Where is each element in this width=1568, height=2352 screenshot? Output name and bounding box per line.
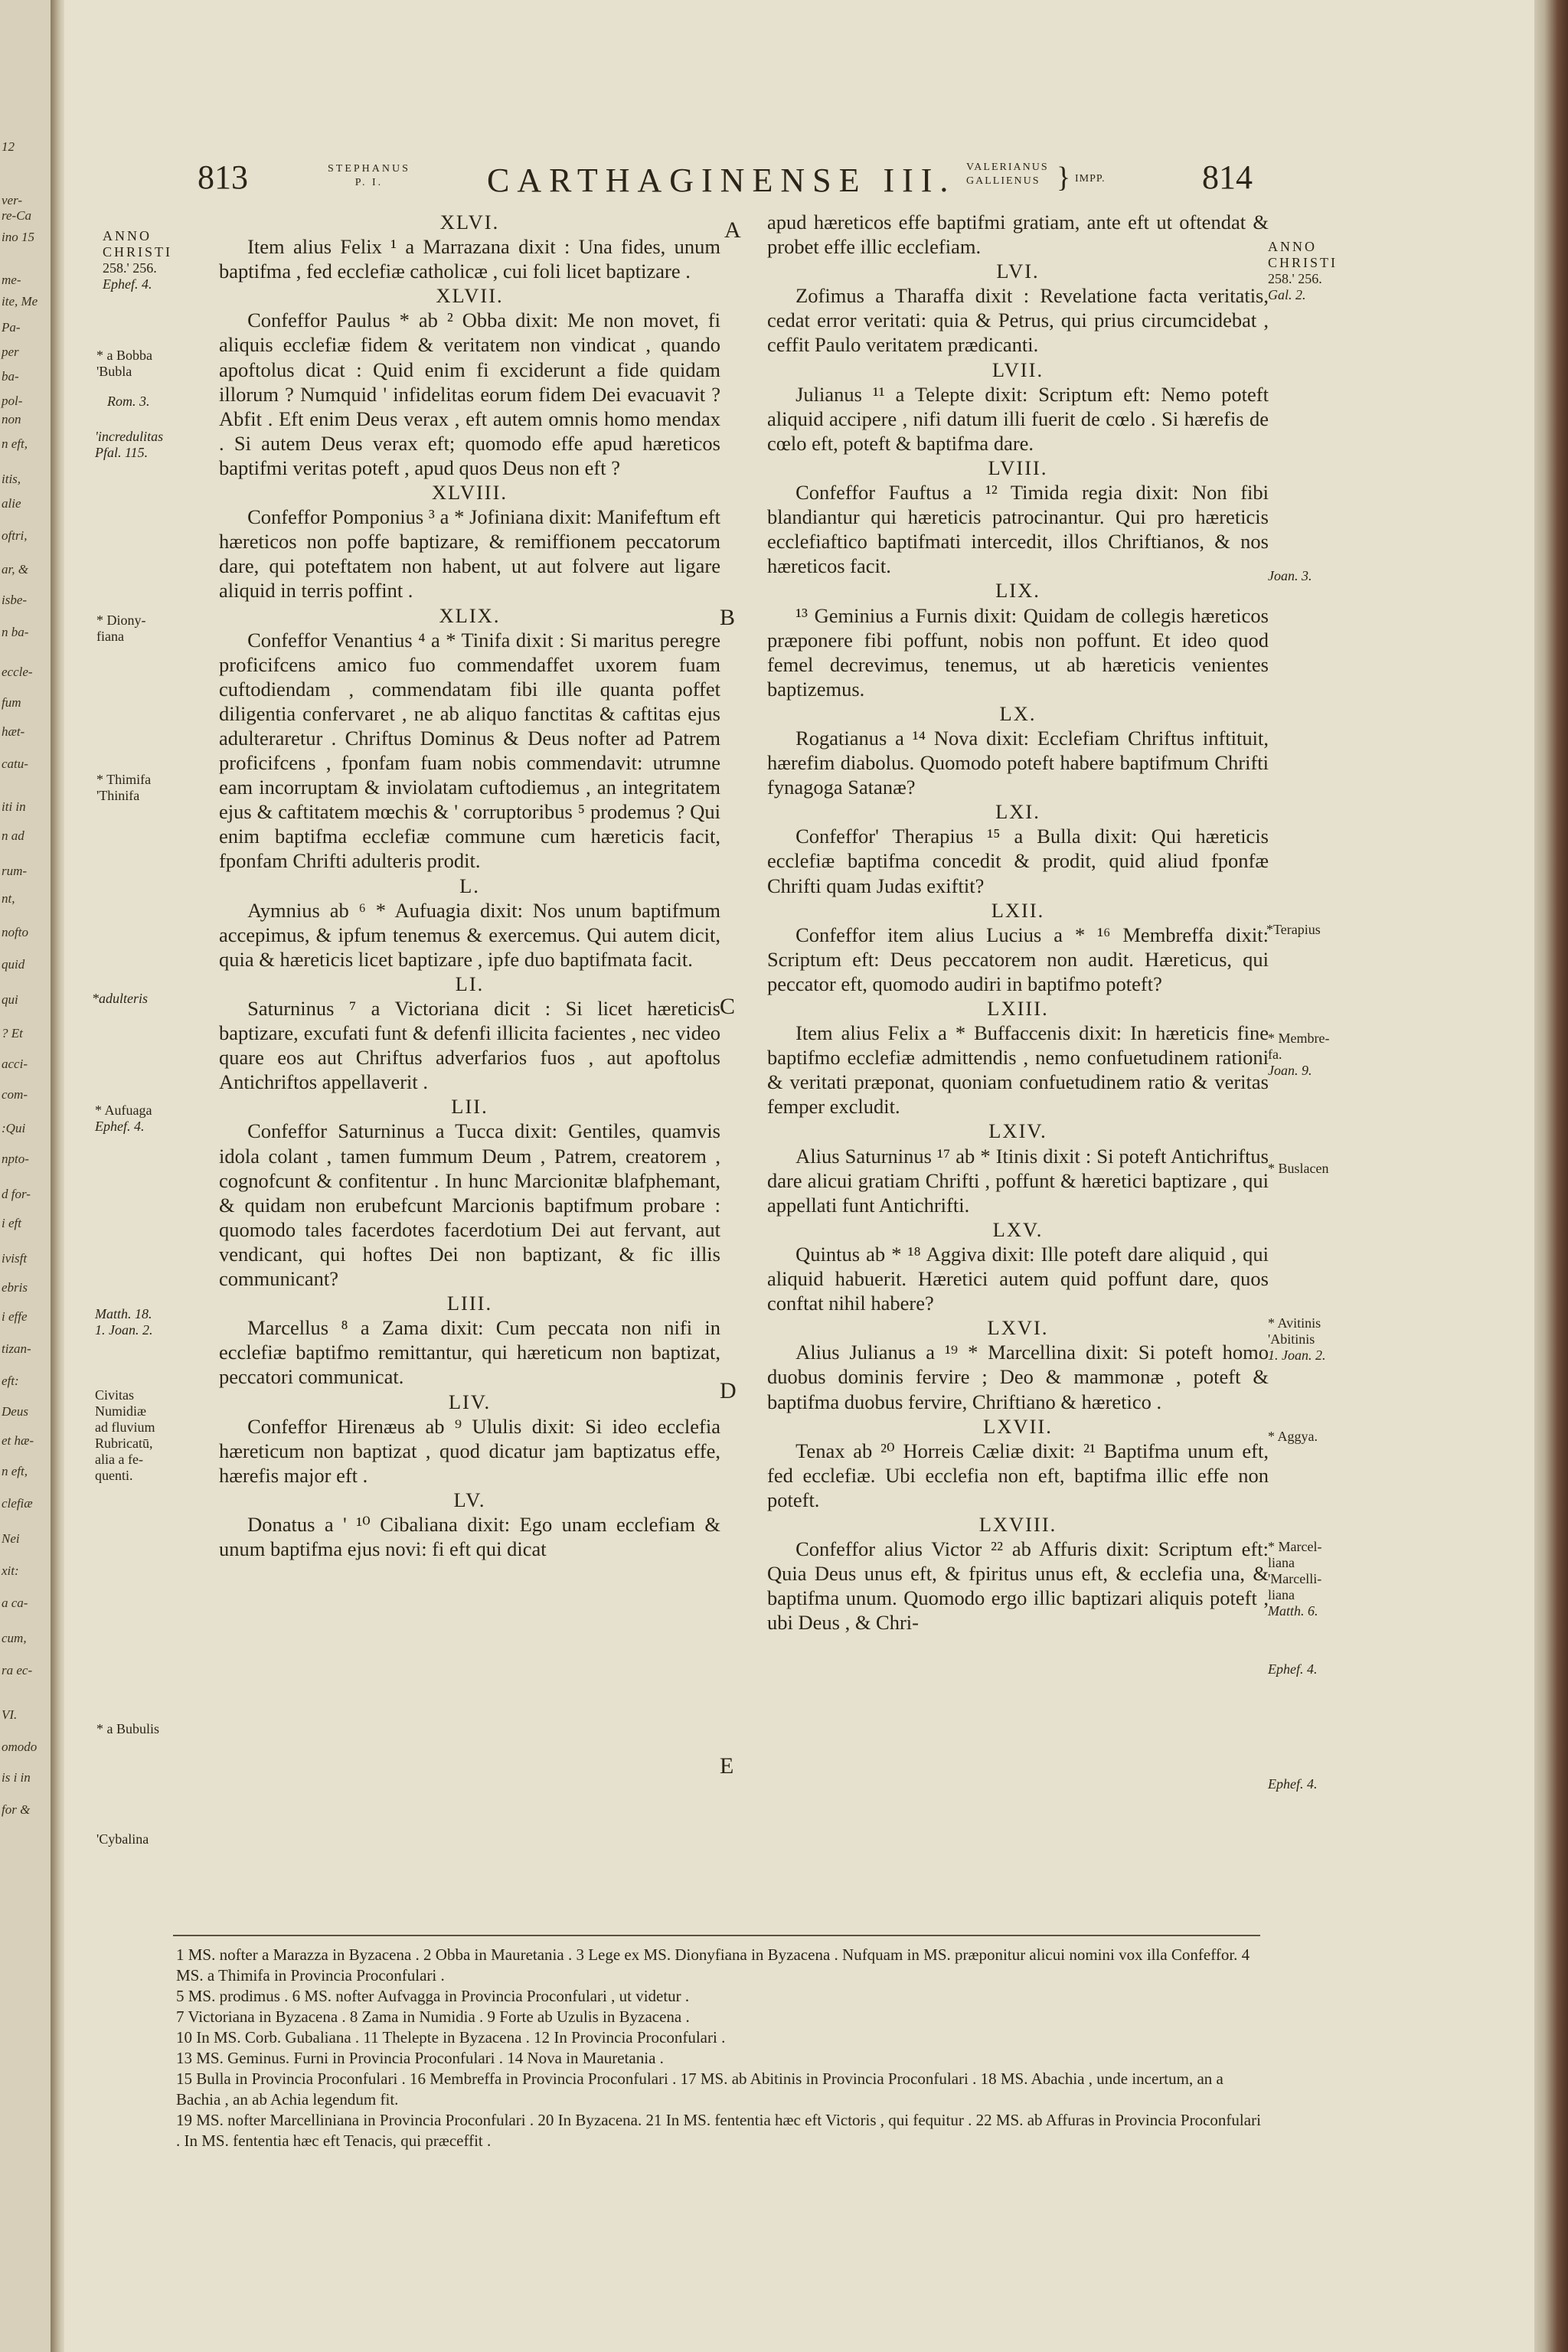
margin-right-ephes-1: Ephef. 4. (1268, 1661, 1318, 1677)
margin-left-diony (96, 612, 146, 645)
left-page-fragment: cum, (2, 1631, 27, 1645)
margin-left-civitas-1: Civitas (95, 1387, 135, 1403)
margin-left-ausuaga-2: Ephef. 4. (95, 1119, 145, 1134)
footnote: 15 Bulla in Provincia Proconfulari . 16 Membreffa in Provincia Proconfulari . 17 MS. ab Abitinis in Provincia Proconfulari . 18 MS. Abachia , unde incertum, an a Bachia , an ab Achia legendum fit. (176, 2069, 1223, 2109)
left-page-fragment: n eft, (2, 1464, 28, 1478)
left-page-fragment: acci- (2, 1057, 28, 1071)
margin-right-avitinis (1268, 1315, 1326, 1364)
paragraph: Confeffor' Therapius ¹⁵ a Bulla dixit: Qui hæreticis ecclefiæ baptifma concedit & prodit, quid aliud fponfæ Chrifti quam Judas exiftit? (767, 825, 1269, 897)
margin-left-civitas-2: Numidiæ (95, 1403, 147, 1419)
margin-left-anno (103, 228, 172, 292)
section-heading: LXIV. (988, 1119, 1047, 1143)
margin-left-civitas-3: ad fluvium (95, 1419, 155, 1435)
text-column-right (767, 210, 1269, 1635)
margin-left-rom: Rom. 3. (107, 394, 150, 409)
section-heading: LXV. (992, 1217, 1044, 1241)
margin-right-marcel-3: 'Marcelli- (1268, 1571, 1322, 1586)
section-heading: LIX. (995, 579, 1040, 603)
margin-left-incred-1: 'incredulitas (95, 429, 164, 444)
paragraph: Item alius Felix a * Buffaccenis dixit: In hæreticis fine baptifmo ecclefiæ admittendis , nemo confuetudinem rationi & veritati præponat, quoniam confuetudinem ratio & veritas femper excludit. (767, 1021, 1269, 1119)
header-right-line2: GALLIENUS (966, 175, 1040, 187)
left-page-fragment: omodo (2, 1740, 38, 1754)
left-page-fragment: ar, & (2, 562, 28, 577)
section-heading: XLVII. (436, 284, 504, 308)
left-page-fragment: VI. (2, 1707, 18, 1722)
paragraph: Zofimus a Tharaffa dixit : Revelatione facta veritatis, cedat error veritati: quia & Petrus, qui prius circumcidebat , ceffit Paulo veritatem prædicanti. (767, 284, 1269, 357)
margin-right-membre-1: * Membre- (1268, 1031, 1330, 1046)
margin-left-bubulis: * a Bubulis (96, 1721, 160, 1736)
page-edge (1534, 0, 1568, 2352)
section-heading: LVII. (991, 358, 1044, 381)
left-page-fragment: n ad (2, 828, 24, 843)
paragraph: Tenax ab ²⁰ Horreis Cæliæ dixit: ²¹ Baptifma unum eft, fed ecclefiæ. Ubi ecclefia non eft, baptifma illic effe non poteft. (767, 1439, 1269, 1511)
section-heading: XLVI. (439, 211, 500, 234)
left-page-fragment: n eft, (2, 436, 28, 451)
margin-right-avitinis-3: 1. Joan. 2. (1268, 1348, 1326, 1363)
left-page-fragment: isbe- (2, 593, 28, 607)
margin-left-civitas-6: quenti. (95, 1468, 133, 1483)
left-page-fragment: i effe (2, 1309, 28, 1324)
margin-right-joan9: Joan. 9. (1268, 1063, 1312, 1078)
section-heading: XLIX. (439, 603, 501, 627)
margin-right-terapius: *Terapius (1266, 922, 1321, 937)
left-page-fragment: itis, (2, 472, 21, 486)
paragraph: Quintus ab * ¹⁸ Aggiva dixit: Ille poteft dare aliquid , qui aliquid habuerit. Hæretici autem quid poffunt dare, quos conftat nihil habere? (767, 1242, 1269, 1315)
paragraph: Alius Saturninus ¹⁷ ab * Itinis dixit : Si poteft Antichriftus dare alicui gratiam Chrifti , poffunt & hæretici baptizare , qui appellati funt Antichrifti. (767, 1144, 1269, 1217)
paragraph: Rogatianus a ¹⁴ Nova dixit: Ecclefiam Chriftus inftituit, hærefim diabolus. Quomodo poteft habere baptifmum Chrifti fynagoga Satanæ? (767, 726, 1269, 799)
header-left-author (328, 162, 410, 208)
footnote-rule (173, 1935, 1260, 1936)
margin-right-marcel-4: liana (1268, 1587, 1295, 1602)
left-page-fragment: eccle- (2, 665, 33, 679)
paragraph: Confeffor Venantius ⁴ a * Tinifa dixit : Si maritus peregre proficifcens amico fuo commendaffet uxorem fuam cuftodiendam , commendatam fibi ille quanta poffet diligentia confervaret , ne ab aliquo fanctitas & caftitas ejus adulteraretur . Chriftus Dominus & Deus nofter ad Patrem proficifcens , fponfam fuam nobis commendavit: utrumne eam incorruptam & inviolatam cuftodiemus , an integritatem ejus & caftitatem mœchis & ' corruptoribus ⁵ prodemus ? Qui enim baptifma ecclefiæ commune cum hæreticis facit, fponfam Chrifti adulteris prodit. (219, 628, 720, 873)
left-page-fragment: catu- (2, 756, 28, 771)
paragraph: Aymnius ab ⁶ * Aufuagia dixit: Nos unum baptifmum accepimus, & ipfum tenemus & exercemus. Qui autem dicit, quia & hæreticis licet baptizare , ipfe duo baptifmata facit. (219, 898, 720, 971)
left-page-fragment: :Qui (2, 1121, 26, 1135)
margin-left-bobba (96, 348, 152, 380)
text-column-left (219, 210, 720, 1561)
margin-left-incred-2: Pfal. 115. (95, 445, 149, 460)
margin-left-years: 258.' 256. (103, 260, 157, 276)
footnote: 5 MS. prodimus . 6 MS. nofter Aufvagga in Provincia Proconfulari , ut videtur . (176, 1987, 690, 2005)
section-heading: LXVIII. (978, 1512, 1057, 1536)
header-brace: } (1057, 162, 1071, 194)
left-page-fragment: alie (2, 496, 21, 511)
left-page-fragment: eft: (2, 1374, 19, 1388)
paragraph: Donatus a ' ¹⁰ Cibaliana dixit: Ego unam ecclefiam & unum baptifma ejus novi: fi eft qui dicat (219, 1512, 720, 1561)
left-page-fragment: per (2, 345, 19, 359)
paragraph: Confeffor Fauftus a ¹² Timida regia dixit: Non fibi blandiantur qui hæreticis patrocinantur. Qui pro hæreticis ecclefiaftico baptifmati intercedit, illos Chriftianos, & nos hæreticos facit. (767, 481, 1269, 578)
paragraph: Confeffor item alius Lucius a * ¹⁶ Membreffa dixit: Scriptum eft: Deus peccatorem non audit. Hæreticus, qui peccator eft, quomodo audiri in baptifmo poteft? (767, 923, 1269, 995)
left-page-fragment: me- (2, 273, 21, 287)
paragraph: Alius Julianus a ¹⁹ * Marcellina dixit: Si poteft homo duobus dominis fervire ; Deo & mammonæ , poteft & baptifma duobus fervire, Chriftiano & hæretico . (767, 1341, 1269, 1413)
left-page-fragment: nt, (2, 891, 15, 906)
footnote: 1 MS. nofter a Marazza in Byzacena . 2 Obba in Mauretania . 3 Lege ex MS. Dionyfiana in Byzacena . Nufquam in MS. præponitur alicui nomini vox illa Confeffor. 4 MS. a Thimifa in Provincia Proconfulari . (176, 1945, 1250, 1984)
margin-right-joan3: Joan. 3. (1268, 568, 1312, 583)
margin-left-matth-2: 1. Joan. 2. (95, 1322, 153, 1338)
left-page-fragment: xit: (2, 1563, 19, 1578)
left-page-fragment: ino 15 (2, 230, 34, 244)
left-page-fragment: qui (2, 992, 18, 1007)
left-page-fragment: non (2, 412, 21, 426)
footnote: 19 MS. nofter Marcelliniana in Provincia Proconfulari . 20 In Byzacena. 21 In MS. fententia hæc eft Victoris , qui fequitur . 22 MS. ab Affuras in Provincia Proconfulari . In MS. fententia hæc eft Tenacis, qui præceffit . (176, 2111, 1261, 2150)
section-heading: LXI. (995, 800, 1040, 824)
left-page-number: 813 (198, 158, 248, 196)
left-page-fragment: Deus (2, 1404, 28, 1419)
margin-right-membre (1268, 1031, 1329, 1079)
paragraph: ¹³ Geminius a Furnis dixit: Quidam de collegis hæreticos præponere fibi poffunt, nobis non poffunt. Et ideo quod femel decrevimus, tenemus, ut ab hæreticis venientes baptizemus. (767, 603, 1269, 701)
left-page-fragment: ite, Me (2, 294, 38, 309)
margin-left-matth (95, 1306, 153, 1338)
left-page-fragment: et hæ- (2, 1433, 34, 1448)
left-page-fragment: iti in (2, 799, 26, 814)
footnotes (176, 1945, 1263, 2151)
left-page-fragment: Nei (2, 1531, 20, 1546)
left-page-fragment: is i in (2, 1770, 31, 1785)
margin-right-buslacen: * Buslacen (1268, 1161, 1329, 1176)
left-page-fragment: pol- (2, 394, 23, 408)
left-page-fragment: fum (2, 695, 21, 710)
margin-left-bobba-1: * a Bobba (96, 348, 152, 363)
paragraph: Marcellus ⁸ a Zama dixit: Cum peccata non nifi in ecclefiæ baptifmo remittantur, qui hæreticum non baptizat, peccatori communicat. (219, 1316, 720, 1389)
left-page-fragment: a ca- (2, 1596, 28, 1610)
margin-left-civitas-5: alia a fe- (95, 1452, 143, 1467)
margin-right-ephes-2: Ephef. 4. (1268, 1776, 1318, 1792)
left-page-fragment: n ba- (2, 625, 29, 639)
paragraph: Confeffor Pomponius ³ a * Jofiniana dixit: Manifeftum eft hæreticos non poffe baptizare, & remiffionem peccatorum dare, qui poteftatem non habent, ut aut folvere aut ligare aliquid in terris poffint . (219, 505, 720, 603)
margin-right-years: 258.' 256. (1268, 271, 1322, 286)
paragraph: Confeffor Paulus * ab ² Obba dixit: Me non movet, fi aliquis ecclefiæ fidem & veritatem non vindicat , quando apoftolus dicat : Quid enim fi exciderunt a fide quidam illorum ? Numquid ' infidelitas eorum fidem Dei evacuavit ? Abfit . Eft enim Deus verax , eft autem omnis homo mendax . Si autem Deus verax eft; quomodo effe apud hæreticos baptifmi veritas poteft , apud quos Deus non eft ? (219, 309, 720, 479)
margin-left-ausuaga-1: * Aufuaga (95, 1102, 152, 1118)
section-letter-a: A (724, 217, 741, 243)
margin-left-thimisa-2: 'Thinifa (96, 788, 140, 803)
section-heading: L. (459, 874, 480, 897)
left-page-edge (0, 0, 52, 2352)
margin-left-bobba-2: 'Bubla (96, 364, 132, 379)
section-heading: LII. (451, 1095, 488, 1119)
right-page-number: 814 (1202, 158, 1253, 196)
margin-left-ephes: Ephef. 4. (103, 276, 152, 292)
header-left-line1: STEPHANUS (328, 163, 410, 175)
margin-right-marcel-1: * Marcel- (1268, 1539, 1322, 1554)
left-page-fragment: hæt- (2, 724, 25, 739)
section-heading: LIV. (448, 1390, 492, 1413)
section-heading: LXII. (991, 898, 1045, 922)
left-page-fragment: ivisft (2, 1251, 28, 1266)
margin-left-christi-label: CHRISTI (103, 244, 173, 260)
margin-right-membre-2: fa. (1268, 1047, 1282, 1062)
paragraph: apud hæreticos effe baptifmi gratiam, ante eft ut oftendat & probet effe illic ecclefiam. (767, 211, 1269, 259)
header-left-line2: P. I. (354, 177, 384, 188)
margin-right-aggya: * Aggya. (1268, 1429, 1318, 1444)
section-heading: LIII. (446, 1292, 493, 1315)
margin-left-matth-1: Matth. 18. (95, 1306, 152, 1321)
left-page-fragment: oftri, (2, 528, 28, 543)
header-right-emperors (966, 161, 1049, 207)
section-heading: LI. (455, 972, 485, 995)
running-title: CARTHAGINENSE III. (487, 162, 956, 199)
margin-left-diony-1: * Diony- (96, 612, 146, 628)
section-letter-d: D (720, 1378, 737, 1403)
left-page-fragment: rum- (2, 864, 28, 878)
section-heading: LVI. (996, 260, 1040, 283)
section-letter-b: B (720, 605, 736, 630)
footnote: 10 In MS. Corb. Gubaliana . 11 Thelepte in Byzacena . 12 In Provincia Proconfulari . (176, 2028, 726, 2047)
header-imp: IMPP. (1075, 173, 1106, 185)
left-page-fragment: com- (2, 1087, 28, 1102)
left-page-fragment: ver- (2, 193, 23, 207)
paragraph: Item alius Felix ¹ a Marrazana dixit : Una fides, unum baptifma , fed ecclefiæ catholicæ , cui foli licet baptizare . (219, 235, 720, 283)
paragraph: Confeffor Saturninus a Tucca dixit: Gentiles, quamvis idola colant , tamen fummum Deum , Patrem, creatorem , cognofcunt & confitentur . In hunc Marcionitæ blafphemant, & quidam non erubefcunt Marcionis baptifmum probare : quomodo tales facerdotes facerdotium Dei aut fervant, aut vendicant, qui hoftes Dei non baptizant, & fic illis communicant? (219, 1119, 720, 1291)
section-heading: LV. (453, 1488, 486, 1511)
left-page-fragment: quid (2, 957, 25, 972)
paragraph: Saturninus ⁷ a Victoriana dicit : Si licet hæreticis baptizare, excufati funt & defenfi illicita facientes , nec video quare eos aut Chriftus adverfarios fuos , aut apoftolus Antichriftos appellaverit . (219, 997, 720, 1094)
margin-right-marcel (1268, 1539, 1321, 1619)
left-page-fragment: re-Ca (2, 208, 32, 223)
margin-right-anno-label: ANNO (1268, 239, 1317, 254)
section-heading: LXIII. (987, 997, 1049, 1020)
section-letter-c: C (720, 994, 736, 1019)
header-right-line1: VALERIANUS (966, 162, 1049, 173)
margin-right-marcel-2: liana (1268, 1555, 1295, 1570)
footnote: 7 Victoriana in Byzacena . 8 Zama in Numidia . 9 Forte ab Uzulis in Byzacena . (176, 2007, 690, 2026)
margin-left-adulteris: *adulteris (92, 991, 149, 1006)
left-page-fragment: d for- (2, 1187, 31, 1201)
margin-left-thimisa (96, 772, 151, 804)
section-heading: LVIII. (988, 456, 1048, 479)
margin-left-incred (95, 429, 172, 461)
margin-right-anno (1268, 239, 1338, 303)
book-gutter (51, 0, 66, 2352)
left-page-fragment: ebris (2, 1280, 28, 1295)
margin-left-thimisa-1: * Thimifa (96, 772, 152, 787)
margin-right-avitinis-1: * Avitinis (1268, 1315, 1321, 1331)
section-heading: XLVIII. (431, 481, 508, 505)
left-page-fragment: for & (2, 1802, 31, 1817)
margin-left-civitas (95, 1387, 155, 1484)
section-letter-e: E (720, 1753, 734, 1779)
margin-right-gal: Gal. 2. (1268, 287, 1306, 302)
left-page-fragment: ra ec- (2, 1663, 33, 1677)
margin-left-cybalina: 'Cybalina (96, 1831, 149, 1847)
left-page-fragment: i eft (2, 1216, 21, 1230)
footnote: 13 MS. Geminus. Furni in Provincia Proconfulari . 14 Nova in Mauretania . (176, 2049, 664, 2067)
margin-right-avitinis-2: 'Abitinis (1268, 1331, 1315, 1347)
margin-left-anno-label: ANNO (103, 228, 152, 243)
left-page-fragment: Pa- (2, 320, 21, 335)
margin-left-ausuaga (95, 1102, 152, 1135)
section-heading: LX. (999, 701, 1037, 725)
margin-right-matth6: Matth. 6. (1268, 1603, 1318, 1619)
left-page-fragment: npto- (2, 1152, 29, 1166)
left-page-fragment: ? Et (2, 1026, 23, 1040)
left-page-fragment: tizan- (2, 1341, 31, 1356)
section-heading: LXVII. (983, 1414, 1053, 1438)
margin-left-civitas-4: Rubricatū, (95, 1436, 153, 1451)
margin-right-christi-label: CHRISTI (1268, 255, 1338, 270)
paragraph: Confeffor alius Victor ²² ab Affuris dixit: Scriptum eft: Quia Deus unus eft, & fpiritus unus eft, & ecclefia una, & baptifma unum. Quomodo ergo illic baptizari aliquis poteft , ubi Deus , & Chri- (767, 1537, 1269, 1635)
left-page-fragment: clefiæ (2, 1496, 33, 1511)
paragraph: Julianus ¹¹ a Telepte dixit: Scriptum eft: Nemo poteft aliquid accipere , nifi datum illi fuerit de cœlo . Si hærefis de cœlo eft, poteft & baptifma dare. (767, 382, 1269, 455)
left-page-fragment: ba- (2, 369, 19, 384)
left-page-fragment: 12 (2, 139, 15, 154)
section-heading: LXVI. (987, 1316, 1049, 1340)
paragraph: Confeffor Hirenæus ab ⁹ Ululis dixit: Si ideo ecclefia hæreticum non baptizat , quod dicatur jam baptizatus effe, hærefis major eft . (219, 1414, 720, 1487)
margin-left-diony-2: fiana (96, 629, 124, 644)
left-page-fragment: nofto (2, 925, 28, 939)
